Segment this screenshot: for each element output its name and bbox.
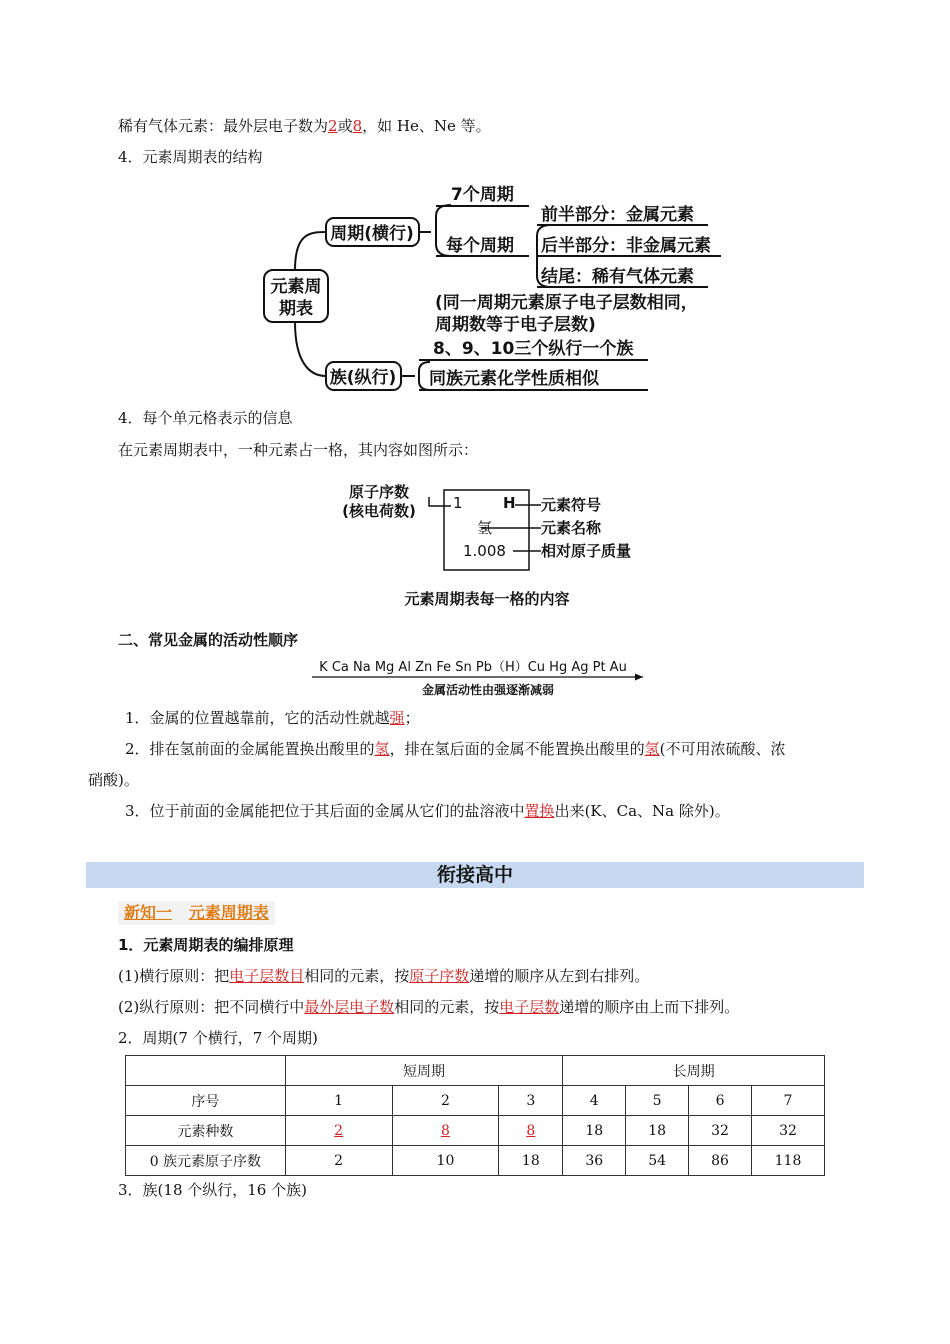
cell-info-intro: 在元素周期表中，一种元素占一格，其内容如图所示： — [118, 441, 479, 459]
table-cell: 36 — [563, 1146, 626, 1176]
vertical-principle: (2)纵行原则：把不同横行中最外层电子数相同的元素，按电子层数递增的顺序由上而下排列。 — [118, 998, 740, 1016]
mm-same-group: 同族元素化学性质相似 — [429, 369, 599, 389]
metals-point-2: 2．排在氢前面的金属能置换出酸里的氢，排在氢后面的金属不能置换出酸里的氢(不可用浓硫酸、浓 — [125, 740, 786, 758]
metals-point-1: 1．金属的位置越靠前，它的活动性就越强； — [125, 709, 420, 727]
table-cell: 1 — [285, 1086, 392, 1116]
table-cell: 5 — [626, 1086, 689, 1116]
table-cell: 8 — [499, 1116, 563, 1146]
table-cell: 118 — [752, 1146, 825, 1176]
table-cell: 2 — [285, 1116, 392, 1146]
table-cell: 54 — [626, 1146, 689, 1176]
metals-point-3: 3．位于前面的金属能把位于其后面的金属从它们的盐溶液中置换出来(K、Ca、Na 除外)。 — [125, 802, 730, 820]
mm-back: 后半部分：非金属元素 — [541, 236, 711, 256]
row-label: 序号 — [126, 1086, 286, 1116]
table-row — [126, 1056, 825, 1086]
table-row — [126, 1146, 825, 1176]
cell-name: 氢 — [477, 519, 493, 537]
table-cell: 6 — [689, 1086, 752, 1116]
short-period-header: 短周期 — [285, 1056, 563, 1086]
horizontal-principle: (1)横行原则：把电子层数目相同的元素，按原子序数递增的顺序从左到右排列。 — [118, 967, 650, 985]
cell-mass: 1.008 — [463, 542, 506, 560]
group-heading: 3．族(18 个纵行，16 个族) — [118, 1181, 307, 1199]
period-table — [125, 1055, 825, 1176]
mm-root-line2: 期表 — [279, 299, 313, 319]
cell-number: 1 — [453, 494, 463, 512]
table-cell: 86 — [689, 1146, 752, 1176]
table-row — [126, 1116, 825, 1146]
cell-caption: 元素周期表每一格的内容 — [404, 590, 570, 608]
table-cell: 18 — [626, 1116, 689, 1146]
new-knowledge-title: 新知一 元素周期表 — [118, 901, 275, 925]
table-cell: 7 — [752, 1086, 825, 1116]
metals-heading: 二、常见金属的活动性顺序 — [118, 631, 299, 649]
table-cell: 32 — [752, 1116, 825, 1146]
period-heading: 2．周期(7 个横行，7 个周期) — [118, 1029, 318, 1047]
mm-group-node: 族(纵行) — [329, 368, 397, 388]
noble-gas-line: 稀有气体元素：最外层电子数为2或8，如 He、Ne 等。 — [118, 117, 491, 135]
mm-each-period: 每个周期 — [446, 236, 514, 256]
table-cell: 32 — [689, 1116, 752, 1146]
row-label: 元素种数 — [126, 1116, 286, 1146]
metal-activity-series — [308, 655, 653, 701]
table-cell: 2 — [285, 1146, 392, 1176]
mm-eight-nine-ten: 8、9、10三个纵行一个族 — [433, 339, 634, 359]
table-row — [126, 1086, 825, 1116]
long-period-header: 长周期 — [563, 1056, 825, 1086]
cell-symbol: H — [503, 494, 516, 512]
mm-period-node: 周期(横行) — [330, 224, 414, 244]
mm-root-line1: 元素周 — [270, 277, 322, 297]
metals-point-2-cont: 硝酸)。 — [88, 771, 139, 789]
table-cell: 2 — [392, 1086, 499, 1116]
table-cell: 3 — [499, 1086, 563, 1116]
table-cell: 8 — [392, 1116, 499, 1146]
cell-info-heading: 4．每个单元格表示的信息 — [118, 409, 293, 427]
mm-same-period-1: (同一周期元素原子电子层数相同， — [435, 293, 698, 313]
element-cell-diagram — [335, 478, 655, 618]
table-cell: 4 — [563, 1086, 626, 1116]
cell-right-symbol: 元素符号 — [541, 496, 602, 514]
mm-seven-periods: 7个周期 — [451, 185, 514, 205]
cell-right-name: 元素名称 — [541, 519, 602, 537]
cell-left-label1: 原子序数 — [348, 483, 410, 501]
mm-end: 结尾：稀有气体元素 — [541, 267, 694, 287]
bridge-banner: 衔接高中 — [86, 862, 864, 888]
periodic-table-structure-diagram — [255, 178, 735, 396]
table-cell: 18 — [499, 1146, 563, 1176]
table-cell: 18 — [563, 1116, 626, 1146]
table-cell: 10 — [392, 1146, 499, 1176]
structure-heading: 4．元素周期表的结构 — [118, 148, 263, 166]
mm-front: 前半部分：金属元素 — [541, 205, 694, 225]
row-label: 0 族元素原子序数 — [126, 1146, 286, 1176]
metal-arrow-label: 金属活动性由强逐渐减弱 — [421, 683, 555, 697]
arrangement-heading: 1．元素周期表的编排原理 — [118, 936, 294, 954]
cell-left-label2: (核电荷数) — [342, 502, 416, 520]
metal-series-text: K Ca Na Mg Al Zn Fe Sn Pb（H）Cu Hg Ag Pt Au — [319, 660, 627, 675]
mm-same-period-2: 周期数等于电子层数) — [435, 315, 596, 335]
cell-right-mass: 相对原子质量 — [541, 542, 632, 560]
